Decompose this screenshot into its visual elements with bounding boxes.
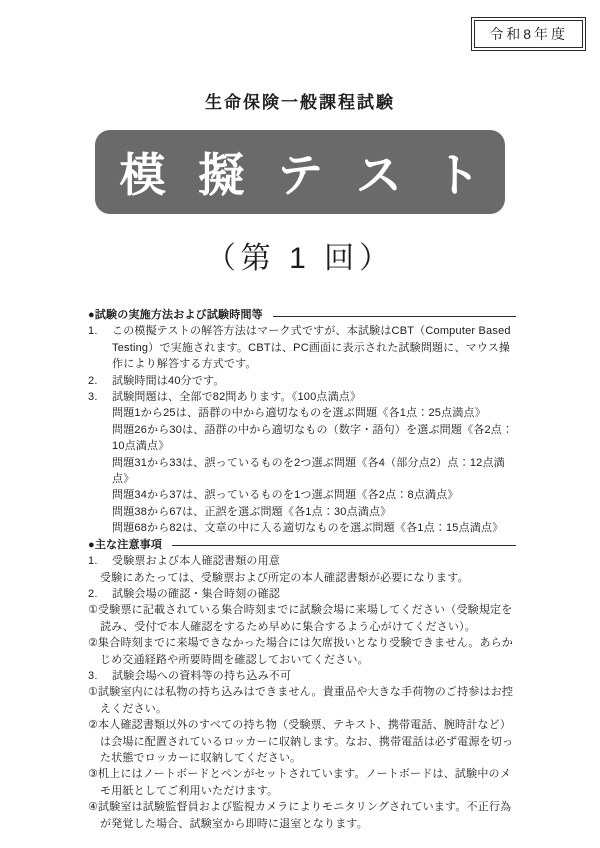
line-marker: 1. bbox=[88, 555, 98, 568]
title-box bbox=[95, 130, 505, 214]
line-marker: 3. bbox=[88, 669, 98, 682]
round-label: （第 1 回） bbox=[205, 242, 395, 275]
text-line bbox=[88, 586, 516, 602]
heading-rule bbox=[273, 316, 516, 317]
line-text: ④試験室は試験監督員および監視カメラによりモニタリングされています。不正行為が発覚した場合、試験室から即時に退室となります。 bbox=[88, 801, 512, 830]
section-heading bbox=[88, 307, 516, 323]
line-text: 試験問題は、全部で82問あります。《100点満点》 bbox=[112, 391, 362, 404]
line-text: ②本人確認書類以外のすべての持ち物（受験票、テキスト、携帯電話、腕時計など）は会場に配置されているロッカーに収納します。なお、携帯電話は必ず電源を切った状態でロッカーに収納してください。 bbox=[88, 719, 514, 764]
line-text: この模擬テストの解答方法はマーク式ですが、本試験はCBT（Computer Based Testing）で実施されます。CBTは、PC画面に表示された試験問題に、マウス操作により解答する方式です。 bbox=[112, 325, 511, 371]
page-title: 模 擬 テ ス ト bbox=[119, 149, 491, 201]
exam-name-heading: 生命保険一般課程試験 bbox=[205, 93, 395, 112]
text-line bbox=[88, 668, 516, 684]
section-heading bbox=[88, 537, 516, 553]
line-text: 問題38から67は、正誤を選ぶ問題《各1点：30点満点》 bbox=[112, 505, 392, 518]
line-text: ③机上にはノートボードとペンがセットされています。ノートボードは、試験中のメモ用紙としてご利用いただけます。 bbox=[88, 768, 511, 797]
line-text: 試験会場の確認・集合時刻の確認 bbox=[112, 587, 280, 600]
text-line bbox=[88, 373, 516, 389]
line-text: 問題34から37は、誤っているものを1つ選ぶ問題《各2点：8点満点》 bbox=[112, 489, 459, 502]
line-marker: 3. bbox=[88, 391, 98, 404]
line-text: 問題26から30は、語群の中から適切なもの（数字・語句）を選ぶ問題《各2点：10点満点》 bbox=[112, 423, 514, 453]
line-text: 問題1から25は、語群の中から適切なものを選ぶ問題《各1点：25点満点》 bbox=[112, 407, 486, 420]
line-text: 受験にあたっては、受験票および所定の本人確認書類が必要になります。 bbox=[100, 571, 469, 584]
content bbox=[88, 307, 516, 832]
text-line bbox=[88, 553, 516, 569]
line-text: 問題68から82は、文章の中に入る適切なものを選ぶ問題《各1点：15点満点》 bbox=[112, 522, 504, 535]
line-marker: 1. bbox=[88, 325, 98, 338]
text-line bbox=[88, 323, 516, 372]
year-badge-label: 令和8年度 bbox=[474, 20, 583, 48]
line-text: ①試験室内には私物の持ち込みはできません。貴重品や大きな手荷物のご持参はお控えください。 bbox=[88, 686, 514, 715]
line-marker: 2. bbox=[88, 587, 98, 600]
year-badge bbox=[471, 17, 586, 51]
line-text: ①受験票に記載されている集合時刻までに試験会場に来場してください（受験規定を読み、受付で本人確認をするため早めに集合するよう心がけてください）。 bbox=[88, 604, 513, 633]
text-line bbox=[88, 389, 516, 405]
line-text: 問題31から33は、誤っているものを2つ選ぶ問題《各4（部分点2）点：12点満点》 bbox=[112, 456, 505, 486]
heading-rule bbox=[172, 545, 516, 546]
section-heading-label: ●試験の実施方法および試験時間等 bbox=[88, 309, 263, 321]
line-marker: 2. bbox=[88, 374, 98, 387]
line-text: 試験会場への資料等の持ち込み不可 bbox=[112, 669, 292, 682]
line-text: ②集合時刻までに来場できなかった場合には欠席扱いとなり受験できません。あらかじめ交通経路や所要時間を確認しておいてください。 bbox=[88, 637, 514, 666]
line-text: 試験時間は40分です。 bbox=[112, 374, 225, 387]
section-heading-label: ●主な注意事項 bbox=[88, 538, 163, 551]
line-text: 受験票および本人確認書類の用意 bbox=[112, 555, 280, 568]
